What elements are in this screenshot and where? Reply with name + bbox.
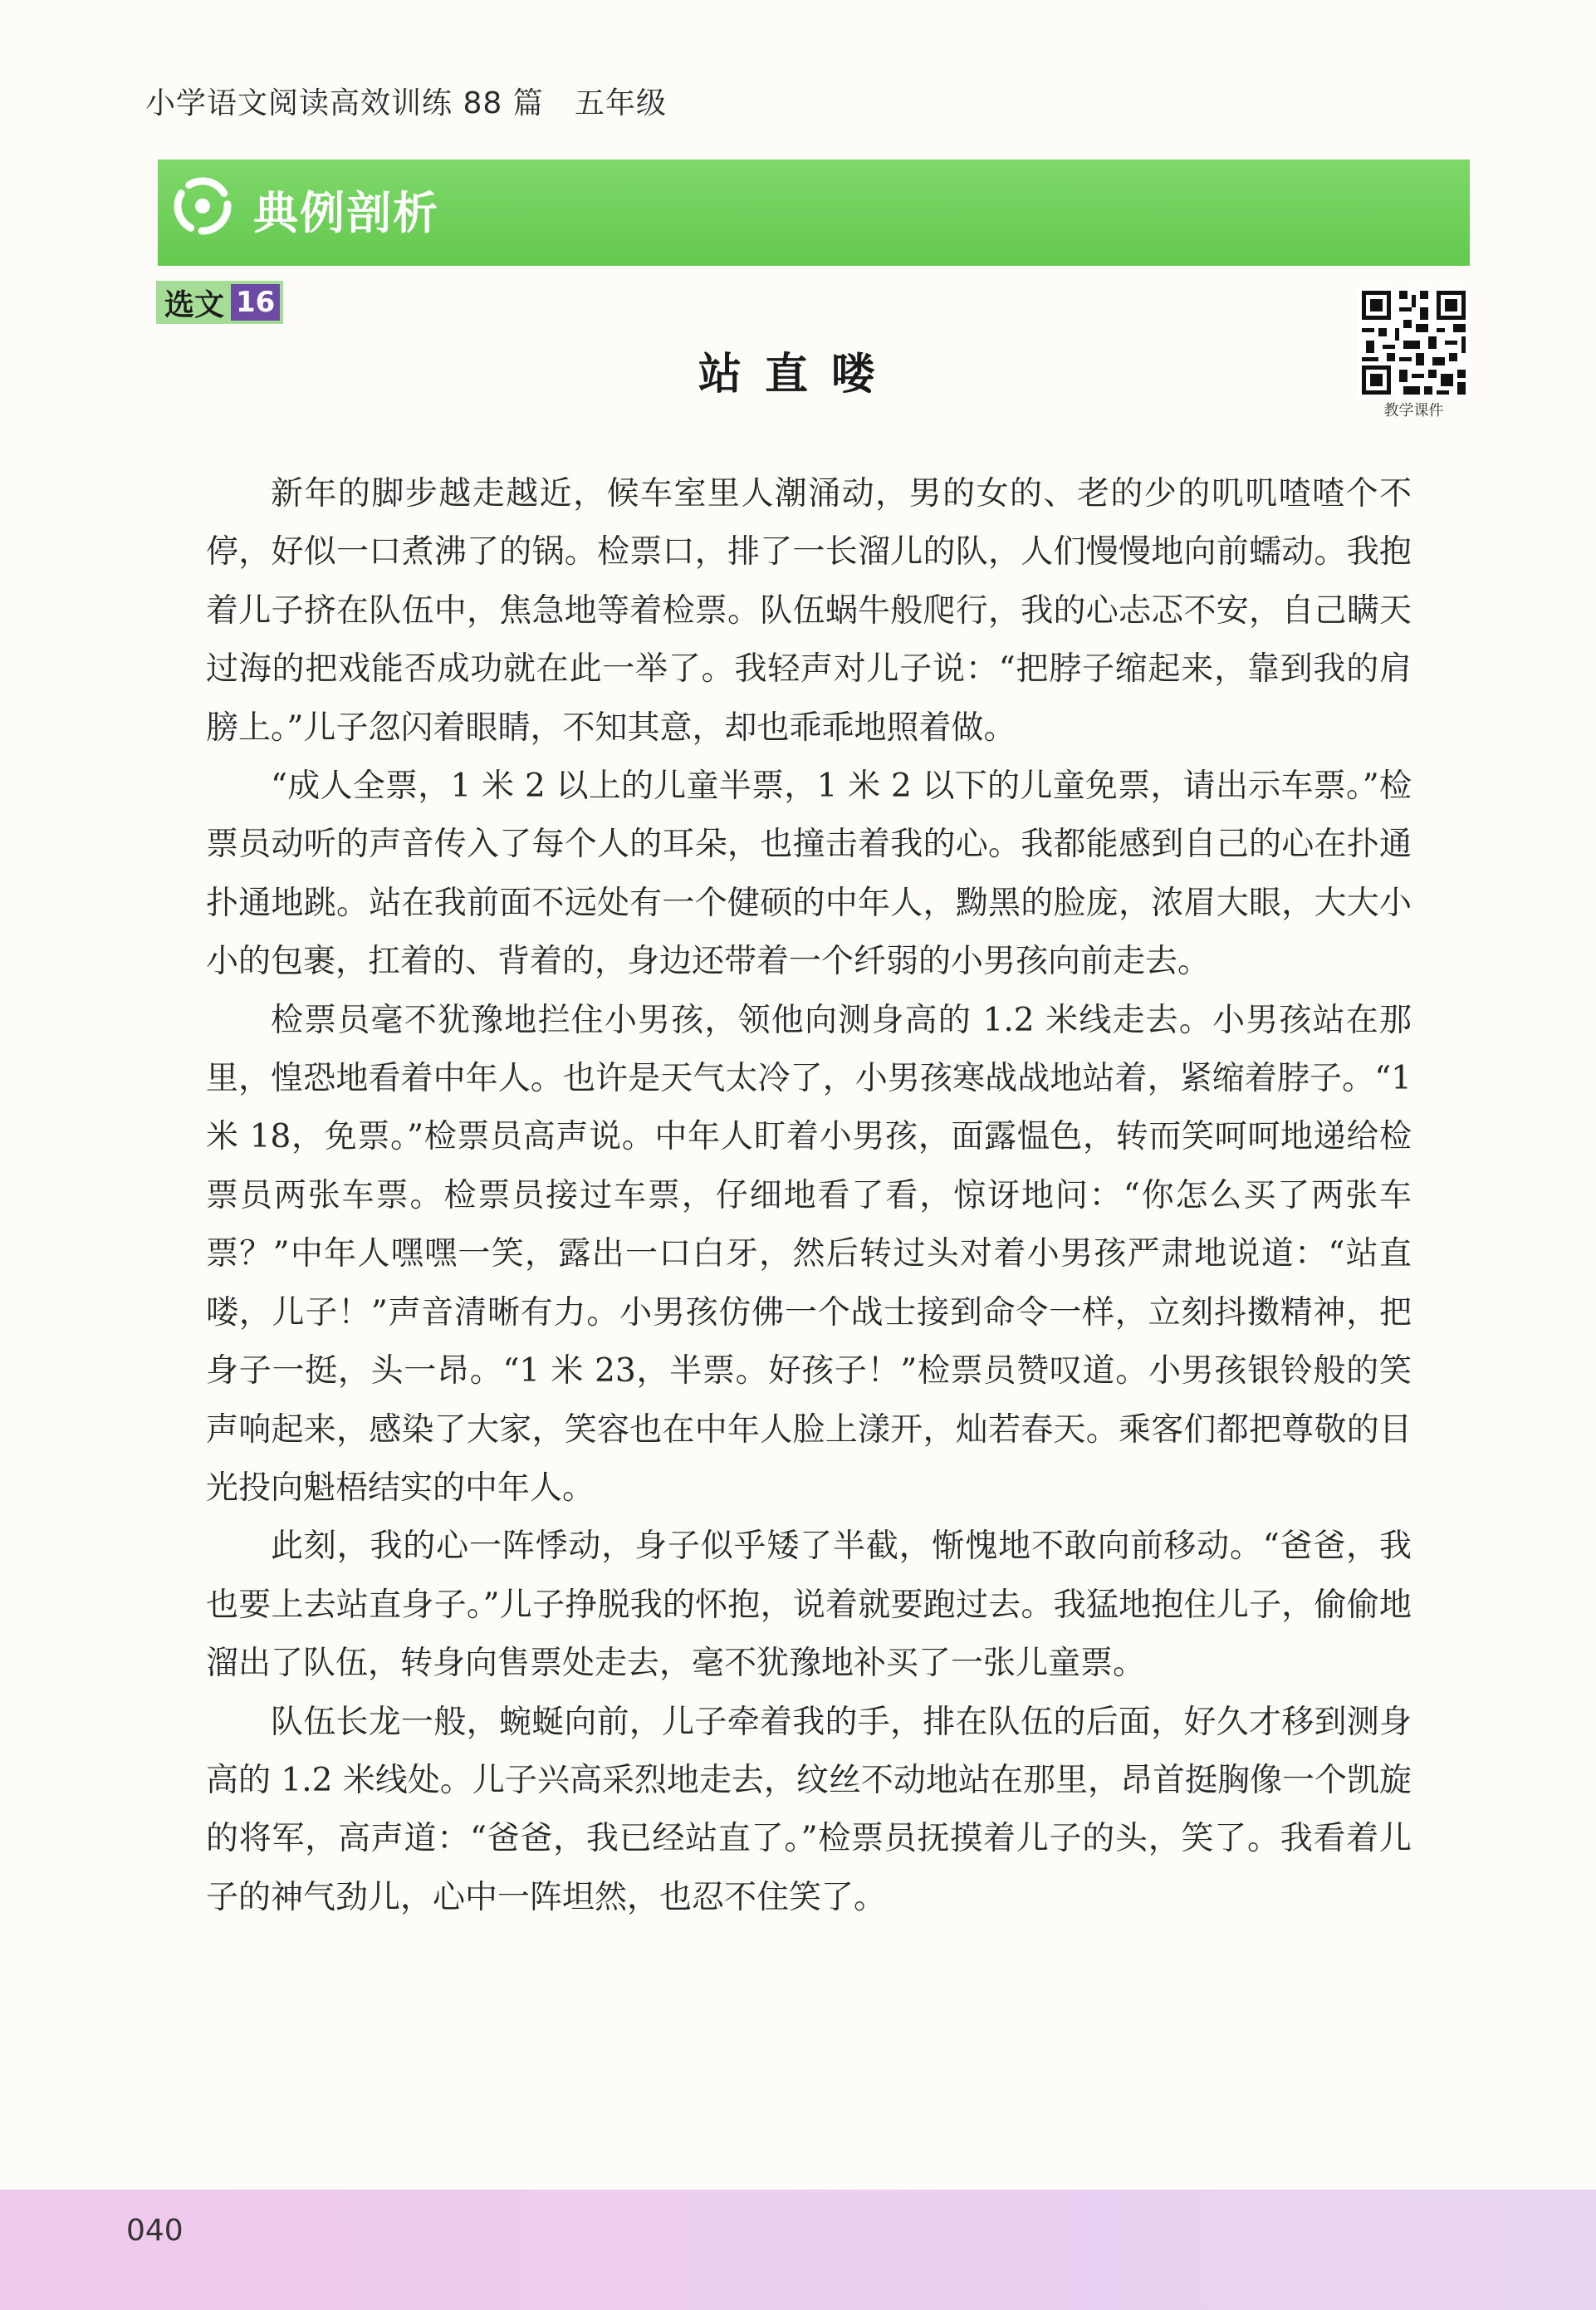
page-number: 040	[126, 2214, 184, 2248]
paragraph: 检票员毫不犹豫地拦住小男孩，领他向测身高的 1.2 米线走去。小男孩站在那里，惶恐地看着中年人。也许是天气太冷了，小男孩寒战战地站着，紧缩着脖子。“1 米 18，免票。”检票员高声说。中年人盯着小男孩，面露愠色，转而笑呵呵地递给检票员两张车票。检票员接过车票，仔细地看了看，惊讶地问：“你怎么买了两张车票？”中年人嘿嘿一笑，露出一口白牙，然后转过头对着小男孩严肃地说道：“站直喽，儿子！”声音清晰有力。小男孩仿佛一个战士接到命令一样，立刻抖擞精神，把身子一挺，头一昂。“1 米 23，半票。好孩子！”检票员赞叹道。小男孩银铃般的笑声响起来，感染了大家，笑容也在中年人脸上漾开，灿若春天。乘客们都把尊敬的目光投向魁梧结实的中年人。	[206, 1001, 1412, 1507]
section-label	[156, 281, 283, 324]
banner-title: 典例剖析	[253, 187, 439, 239]
paragraph: “成人全票，1 米 2 以上的儿童半票，1 米 2 以下的儿童免票，请出示车票。”检票员动听的声音传入了每个人的耳朵，也撞击着我的心。我都能感到自己的心在扑通扑通地跳。站在我前面不远处有一个健硕的中年人，黝黑的脸庞，浓眉大眼，大大小小的包裹，扛着的、背着的，身边还带着一个纤弱的小男孩向前走去。	[206, 768, 1412, 981]
paragraph: 队伍长龙一般，蜿蜒向前，儿子牵着我的手，排在队伍的后面，好久才移到测身高的 1.2 米线处。儿子兴高采烈地走去，纹丝不动地站在那里，昂首挺胸像一个凯旋的将军，高声道：“爸爸，我已经站直了。”检票员抚摸着儿子的头，笑了。我看着儿子的神气劲儿，心中一阵坦然，也忍不住笑了。	[206, 1703, 1412, 1916]
qr-caption: 教学课件	[1383, 402, 1444, 419]
article-body	[206, 465, 1412, 1927]
section-label-text: 选文	[164, 287, 225, 322]
paragraph: 新年的脚步越走越近，候车室里人潮涌动，男的女的、老的少的叽叽喳喳个不停，好似一口煮沸了的锅。检票口，排了一长溜儿的队，人们慢慢地向前蠕动。我抱着儿子挤在队伍中，焦急地等着检票。队伍蜗牛般爬行，我的心忐忑不安，自己瞒天过海的把戏能否成功就在此一举了。我轻声对儿子说：“把脖子缩起来，靠到我的肩膀上。”儿子忽闪着眼睛，不知其意，却也乖乖地照着做。	[206, 475, 1412, 747]
article-title: 站直喽	[698, 350, 898, 400]
footer-band	[0, 2190, 1596, 2310]
paragraph: 此刻，我的心一阵悸动，身子似乎矮了半截，惭愧地不敢向前移动。“爸爸，我也要上去站直身子。”儿子挣脱我的怀抱，说着就要跑过去。我猛地抱住儿子，偷偷地溜出了队伍，转身向售票处走去，毫不犹豫地补买了一张儿童票。	[206, 1528, 1412, 1683]
section-label-number: 16	[231, 284, 280, 321]
book-title: 小学语文阅读高效训练 88 篇 五年级	[145, 86, 668, 120]
swirl-logo-icon	[173, 176, 233, 236]
